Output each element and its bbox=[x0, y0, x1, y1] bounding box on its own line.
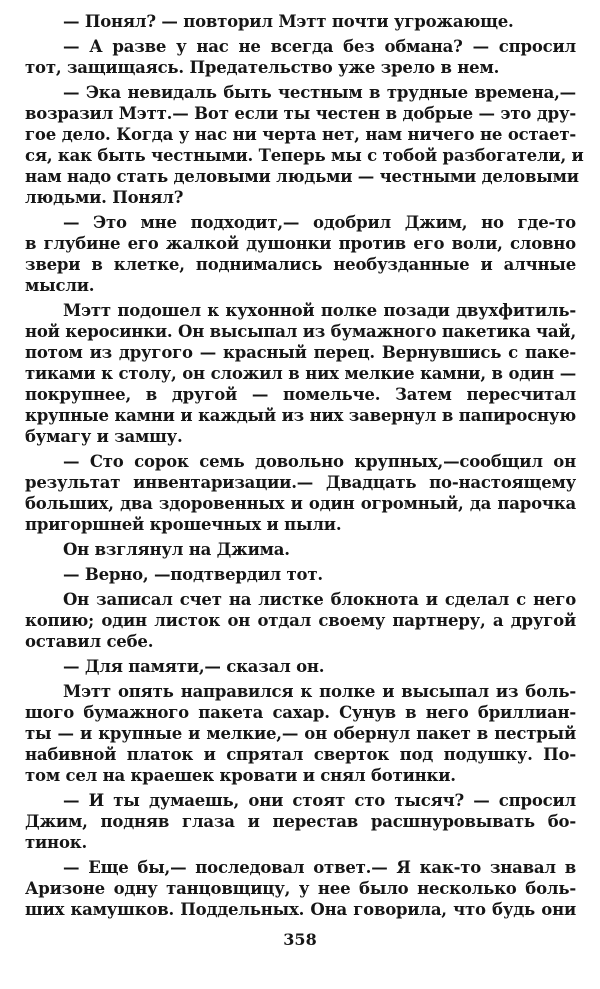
text-line: — Еще бы,— последовал ответ.— Я как-то знавал в bbox=[63, 858, 576, 877]
text-line: ной керосинки. Он высыпал из бумажного пакетика чай, bbox=[25, 322, 577, 341]
paragraph bbox=[25, 857, 576, 920]
text-line: оставил себе. bbox=[25, 632, 154, 651]
text-line: тиками к столу, он сложил в них мелкие камни, в один — bbox=[25, 364, 576, 383]
text-line: ших камушков. Поддельных. Она говорила, что будь они bbox=[25, 900, 576, 919]
text-line: тинок. bbox=[25, 833, 88, 852]
text-line: гое дело. Когда у нас ни черта нет, нам ничего не остает- bbox=[25, 125, 576, 144]
text-line: том сел на краешек кровати и снял ботинки. bbox=[25, 766, 456, 785]
text-line: — Сто сорок семь довольно крупных,—сообщил он bbox=[63, 452, 576, 471]
text-line: пригоршней крошечных и пыли. bbox=[25, 515, 342, 534]
text-line: звери в клетке, поднимались необузданные и алчные bbox=[25, 255, 576, 274]
text-line: — Верно, —подтвердил тот. bbox=[63, 565, 323, 584]
text-line: Он записал счет на листке блокнота и сделал с него bbox=[63, 590, 576, 609]
text-line: — А разве у нас не всегда без обмана? — спросил bbox=[63, 37, 576, 56]
text-line: Аризоне одну танцовщицу, у нее было несколько боль- bbox=[25, 879, 576, 898]
paragraph bbox=[25, 681, 576, 786]
page-number: 358 bbox=[283, 930, 317, 949]
text-line: набивной платок и спрятал сверток под подушку. По- bbox=[25, 745, 576, 764]
paragraph bbox=[25, 11, 576, 32]
text-line: нам надо стать деловыми людьми — честными деловыми bbox=[25, 167, 579, 186]
text-line: — Эка невидаль быть честным в трудные времена,— bbox=[63, 83, 576, 102]
text-line: людьми. Понял? bbox=[25, 188, 184, 207]
paragraph bbox=[25, 36, 576, 78]
paragraph bbox=[25, 82, 584, 208]
paragraph bbox=[25, 451, 576, 535]
paragraph bbox=[25, 656, 576, 677]
paragraph bbox=[25, 539, 576, 560]
text-line: — Для памяти,— сказал он. bbox=[63, 657, 325, 676]
text-line: тот, защищаясь. Предательство уже зрело в нем. bbox=[25, 58, 500, 77]
text-line: копию; один листок он отдал своему партнеру, а другой bbox=[25, 611, 576, 630]
text-line: Он взглянул на Джима. bbox=[63, 540, 290, 559]
paragraph bbox=[25, 564, 576, 585]
text-line: Джим, подняв глаза и перестав расшнуровывать бо- bbox=[25, 812, 576, 831]
text-line: результат инвентаризации.— Двадцать по-настоящему bbox=[25, 473, 576, 492]
text-line: Мэтт подошел к кухонной полке позади двухфитиль- bbox=[63, 301, 576, 320]
text-line: ты — и крупные и мелкие,— он обернул пакет в пестрый bbox=[25, 724, 576, 743]
text-line: мысли. bbox=[25, 276, 95, 295]
text-line: Мэтт опять направился к полке и высыпал из боль- bbox=[63, 682, 576, 701]
text-line: потом из другого — красный перец. Вернувшись с паке- bbox=[25, 343, 576, 362]
text-line: больших, два здоровенных и один огромный, да парочка bbox=[25, 494, 576, 513]
paragraph bbox=[25, 589, 576, 652]
book-page-text bbox=[25, 11, 584, 924]
paragraph bbox=[25, 300, 576, 447]
text-line: — Это мне подходит,— одобрил Джим, но где-то bbox=[63, 213, 576, 232]
paragraph bbox=[25, 790, 576, 853]
text-line: — Понял? — повторил Мэтт почти угрожающе. bbox=[63, 12, 514, 31]
text-line: ся, как быть честными. Теперь мы с тобой разбогатели, и bbox=[25, 146, 584, 165]
text-line: возразил Мэтт.— Вот если ты честен в добрые — это дру- bbox=[25, 104, 576, 123]
text-line: покрупнее, в другой — помельче. Затем пересчитал bbox=[25, 385, 576, 404]
text-line: — И ты думаешь, они стоят сто тысяч? — спросил bbox=[63, 791, 576, 810]
paragraph bbox=[25, 212, 576, 296]
text-line: крупные камни и каждый из них завернул в папиросную bbox=[25, 406, 576, 425]
text-line: шого бумажного пакета сахар. Сунув в него бриллиан- bbox=[25, 703, 576, 722]
text-line: бумагу и замшу. bbox=[25, 427, 183, 446]
text-line: в глубине его жалкой душонки против его воли, словно bbox=[25, 234, 576, 253]
